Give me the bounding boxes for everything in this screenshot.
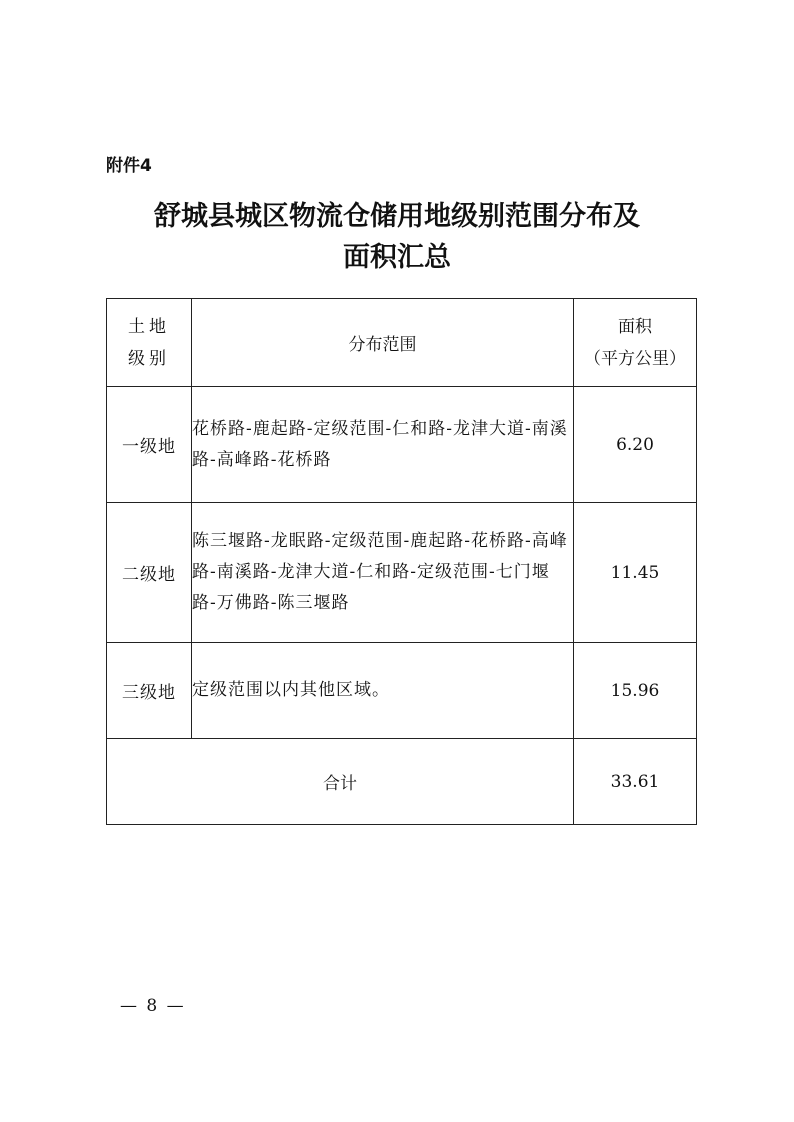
row-area: 6.20 — [574, 387, 697, 503]
page-number: — 8 — — [120, 996, 186, 1016]
document-title — [0, 196, 794, 278]
header-range: 分布范围 — [192, 299, 574, 387]
table-total-row — [107, 739, 697, 825]
total-area: 33.61 — [574, 739, 697, 825]
row-range: 定级范围以内其他区域。 — [192, 643, 574, 739]
attachment-label: 附件4 — [106, 156, 152, 176]
header-area — [574, 299, 697, 387]
table-row — [107, 387, 697, 503]
title-line-1: 舒城县城区物流仓储用地级别范围分布及 — [154, 201, 640, 232]
row-grade: 二级地 — [107, 503, 192, 643]
row-grade: 一级地 — [107, 387, 192, 503]
row-range: 陈三堰路-龙眠路-定级范围-鹿起路-花桥路-高峰路-南溪路-龙津大道-仁和路-定级范围-七门堰路-万佛路-陈三堰路 — [192, 503, 574, 643]
header-grade-line-1: 土地 — [128, 316, 170, 337]
row-grade: 三级地 — [107, 643, 192, 739]
header-grade — [107, 299, 192, 387]
header-area-line-1: 面积 — [618, 316, 652, 337]
row-range: 花桥路-鹿起路-定级范围-仁和路-龙津大道-南溪路-高峰路-花桥路 — [192, 387, 574, 503]
total-label: 合计 — [107, 739, 574, 825]
table-row — [107, 643, 697, 739]
land-grade-table — [106, 298, 697, 825]
row-area: 15.96 — [574, 643, 697, 739]
header-area-line-2: （平方公里） — [584, 348, 686, 369]
title-line-2: 面积汇总 — [343, 242, 451, 273]
table-header-row — [107, 299, 697, 387]
table-row — [107, 503, 697, 643]
row-area: 11.45 — [574, 503, 697, 643]
header-grade-line-2: 级别 — [128, 348, 170, 369]
